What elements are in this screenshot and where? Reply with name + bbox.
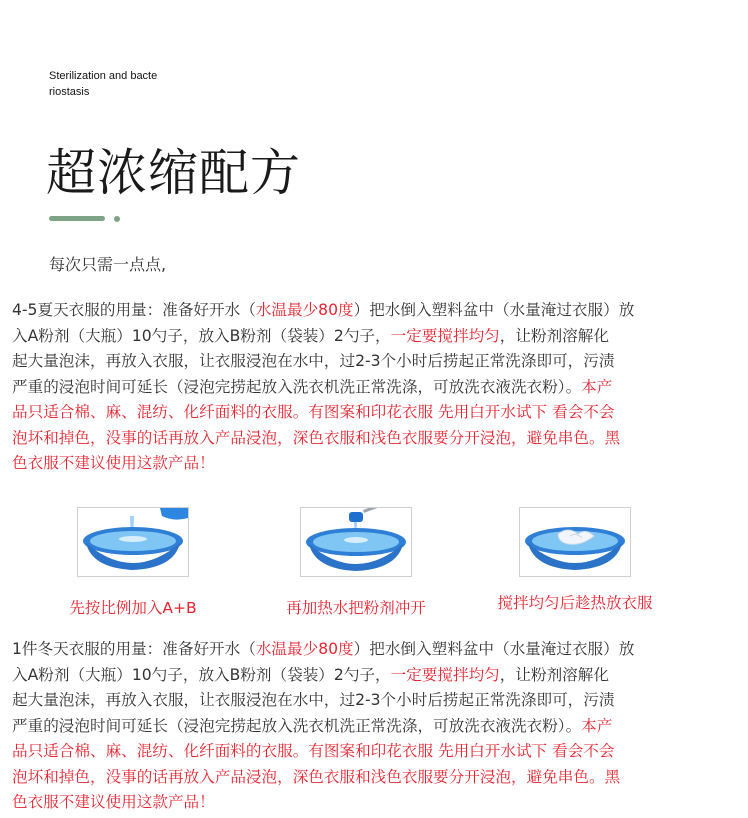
winter-line-4	[12, 714, 738, 740]
step-1	[48, 507, 218, 618]
step-3-caption: 搅拌均匀后趁热放衣服	[497, 594, 653, 612]
summer-line-4-text: 严重的浸泡时间可延长（浸泡完捞起放入洗衣机洗正常洗涤，可放洗衣液洗衣粉）。	[12, 377, 582, 396]
winter-line-1-text: 1件冬天衣服的用量：准备好开水（	[12, 640, 256, 658]
summer-line-1-text: 4-5夏天衣服的用量：准备好开水（	[12, 301, 256, 319]
summer-stir-highlight: 一定要搅拌均匀	[390, 326, 500, 345]
summer-line-2	[12, 324, 738, 350]
basin-pour-icon	[77, 507, 189, 577]
summer-line-3: 起大量泡沫，再放入衣服，让衣服浸泡在水中，过2-3个小时后捞起正常洗涤即可，污渍	[12, 352, 615, 370]
english-tagline	[49, 68, 179, 100]
winter-line-6: 泡坏和掉色，没事的话再放入产品浸泡，深色衣服和浅色衣服要分开浸泡，避免串色。黑	[12, 767, 621, 786]
tagline-line-2: riostasis	[49, 86, 90, 98]
winter-line-3: 起大量泡沫，再放入衣服，让衣服浸泡在水中，过2-3个小时后捞起正常洗涤即可，污渍	[12, 691, 615, 709]
basin-spoon-icon	[300, 507, 412, 577]
winter-warning-start: 本产	[581, 716, 613, 735]
winter-line-2	[12, 663, 738, 689]
summer-line-2-rest: ，让粉剂溶解化	[499, 326, 609, 345]
summer-usage-paragraph	[12, 298, 738, 477]
step-1-caption: 先按比例加入A+B	[69, 599, 197, 617]
winter-line-2-text: 入A粉剂（大瓶）10勺子，放入B粉剂（袋装）2勺子，	[12, 665, 391, 684]
basin-clothes-icon	[519, 507, 631, 577]
winter-line-1	[12, 637, 738, 663]
summer-line-6: 泡坏和掉色，没事的话再放入产品浸泡，深色衣服和浅色衣服要分开浸泡，避免串色。黑	[12, 428, 621, 447]
summer-warning-start: 本产	[581, 377, 613, 396]
title-underline-dot	[114, 216, 120, 222]
winter-line-5: 品只适合棉、麻、混纺、化纤面料的衣服。有图案和印花衣服 先用白开水试下 看会不会	[12, 742, 615, 760]
step-2	[271, 507, 441, 618]
summer-temp-highlight: 水温最少80度	[255, 301, 354, 319]
summer-line-5: 品只适合棉、麻、混纺、化纤面料的衣服。有图案和印花衣服 先用白开水试下 看会不会	[12, 403, 615, 421]
winter-line-2-rest: ，让粉剂溶解化	[499, 665, 609, 684]
winter-line-4-text: 严重的浸泡时间可延长（浸泡完捞起放入洗衣机洗正常洗涤，可放洗衣液洗衣粉）。	[12, 716, 582, 735]
subtitle: 每次只需一点点,	[49, 255, 167, 274]
page-title: 超浓缩配方	[46, 144, 301, 202]
winter-line-1-rest: ）把水倒入塑料盆中（水量淹过衣服）放	[353, 640, 635, 658]
tagline-line-1: Sterilization and bacte	[49, 70, 158, 82]
step-2-caption: 再加热水把粉剂冲开	[286, 599, 426, 617]
winter-line-7: 色衣服不建议使用这款产品！	[12, 793, 215, 811]
title-underline-bar	[49, 216, 105, 221]
winter-stir-highlight: 一定要搅拌均匀	[390, 665, 500, 684]
winter-usage-paragraph	[12, 637, 738, 816]
step-3	[490, 507, 660, 613]
winter-temp-highlight: 水温最少80度	[255, 640, 354, 658]
summer-line-2-text: 入A粉剂（大瓶）10勺子，放入B粉剂（袋装）2勺子，	[12, 326, 391, 345]
summer-line-1-rest: ）把水倒入塑料盆中（水量淹过衣服）放	[353, 301, 635, 319]
summer-line-4	[12, 375, 738, 401]
summer-line-7: 色衣服不建议使用这款产品！	[12, 454, 215, 472]
summer-line-1	[12, 298, 738, 324]
